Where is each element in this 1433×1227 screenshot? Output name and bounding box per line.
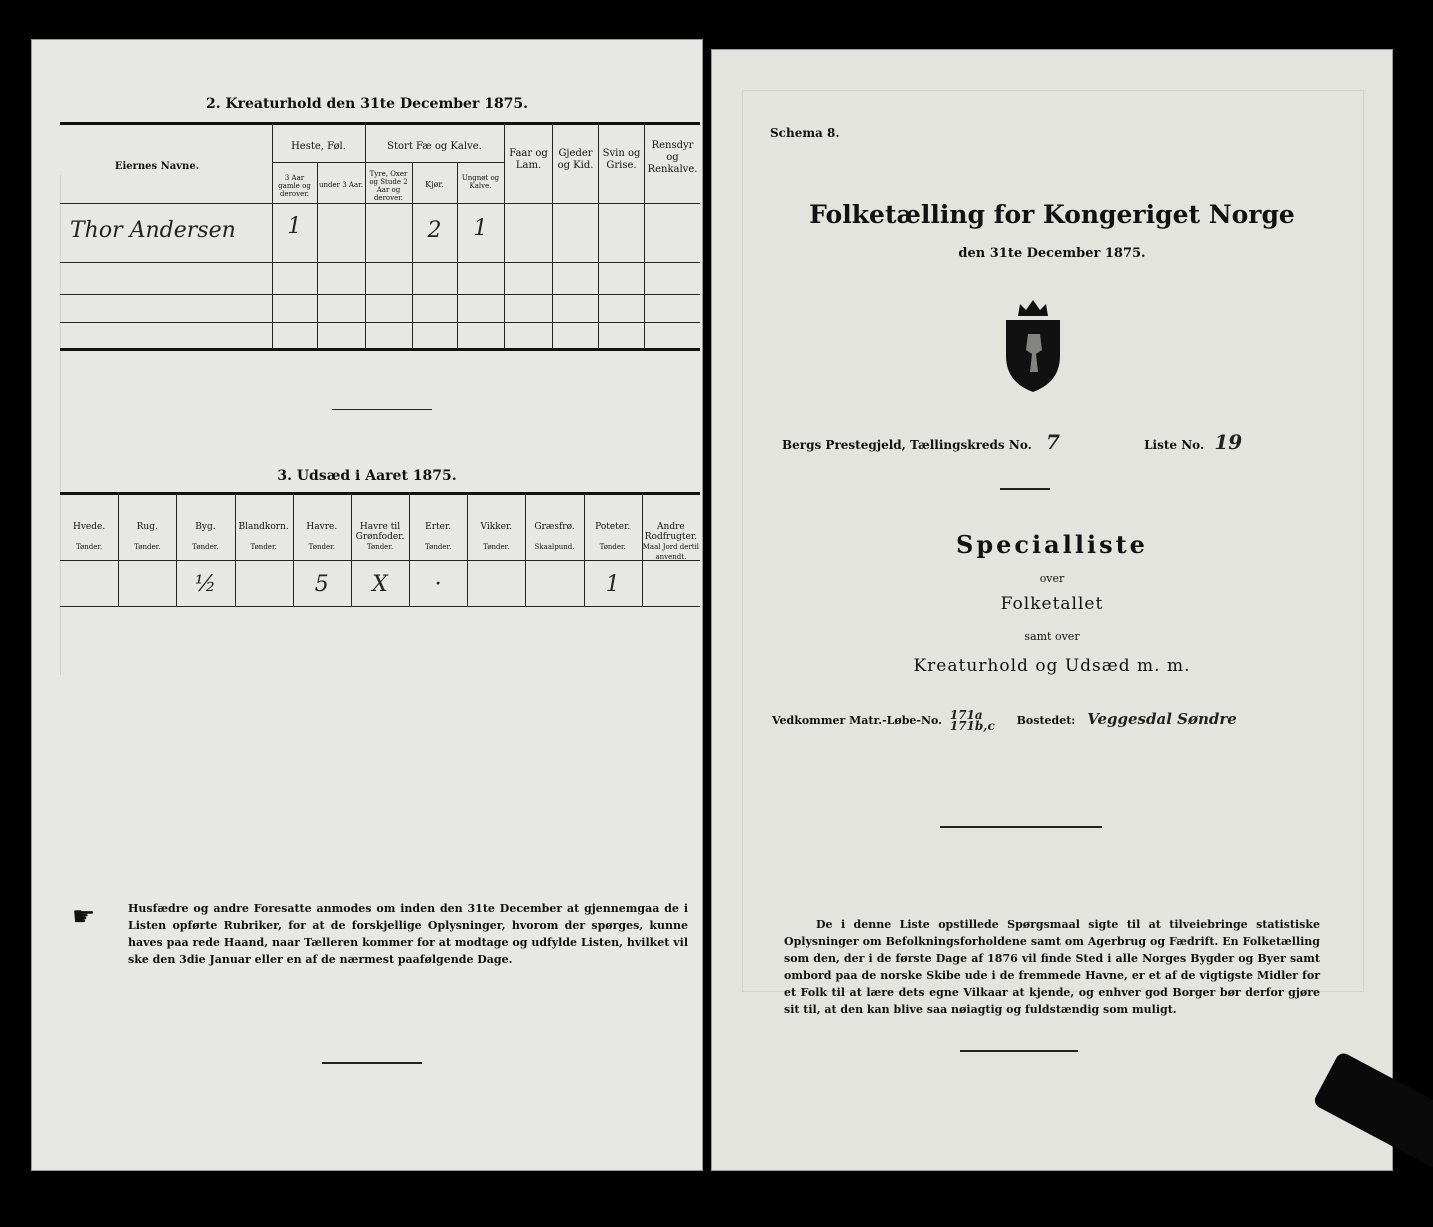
matr-line xyxy=(772,710,1237,732)
matr-value-1: 171a xyxy=(949,708,983,722)
divider xyxy=(322,1062,422,1064)
divider xyxy=(940,826,1102,828)
rule xyxy=(60,203,700,204)
udsaed-value: 5 xyxy=(314,572,329,597)
udsaed-col-header: Hvede. xyxy=(72,522,106,532)
udsaed-col-header: Andre Rodfrugter. xyxy=(644,522,698,542)
udsaed-col-header: Blandkorn. xyxy=(238,522,289,532)
right-notice: De i denne Liste opstillede Spørgsmaal sigte til at tilveiebringe statistiske Oplysninger om Befolkningsforholdene samt om Agerbrug og Fædrift. En Folketælling som den, der i de første Dage af 1876 vil finde Sted i alle Norges Bygder og Byer samt ombord paa de norske Skibe ude i de fremmede Havne, er et af de vigtigste Midler for et Folk til at lære dets egne Vilkaar at kjende, og enhver god Borger bør derfor gjøre sit til, at den kan blive saa nøiagtig og fuldstændig som muligt. xyxy=(784,918,1320,1016)
divider xyxy=(960,1050,1078,1052)
rule xyxy=(60,322,700,323)
gjeder-header: Gjeder og Kid. xyxy=(557,148,594,171)
udsaed-col-unit: Tønder. xyxy=(483,543,510,551)
heste-sub-2: under 3 Aar. xyxy=(319,181,363,189)
heste-sub-1: 3 Aar gamle og derover. xyxy=(278,174,311,198)
samt-over-text: samt over xyxy=(1024,630,1080,643)
left-page xyxy=(32,40,702,1170)
bleed-margin xyxy=(32,175,61,675)
owner-name: Thor Andersen xyxy=(70,218,236,243)
udsaed-col-unit: Tønder. xyxy=(308,543,335,551)
right-page xyxy=(712,50,1392,1170)
district-line xyxy=(782,430,1242,454)
liste-label: Liste No. xyxy=(1144,438,1205,452)
matr-values xyxy=(950,710,995,732)
udsaed-col-header: Poteter. xyxy=(595,522,631,532)
rule xyxy=(60,560,700,561)
ungnot-value: 1 xyxy=(473,216,488,241)
rule xyxy=(272,162,504,163)
udsaed-col-unit: Skaalpund. xyxy=(534,543,575,551)
col-sep xyxy=(365,122,366,348)
rule xyxy=(60,606,700,607)
rule xyxy=(60,348,700,351)
section3-title: 3. Udsæd i Aaret 1875. xyxy=(277,468,457,484)
storfe-sub-3: Ungnøt og Kalve. xyxy=(461,174,500,190)
udsaed-value: X xyxy=(372,572,388,597)
udsaed-col-header: Rug. xyxy=(136,522,158,532)
udsaed-value: · xyxy=(434,572,442,597)
storfe-sub-2: Kjør. xyxy=(425,180,444,189)
udsaed-col-header: Havre. xyxy=(306,522,338,532)
specialliste-heading: Specialliste xyxy=(956,530,1148,559)
district-prefix: Bergs Prestegjeld, Tællingskreds No. xyxy=(782,438,1032,452)
main-title: Folketælling for Kongeriget Norge xyxy=(809,200,1295,229)
storfe-header: Stort Fæ og Kalve. xyxy=(387,141,482,152)
folketallet-heading: Folketallet xyxy=(1000,594,1104,614)
faar-header: Faar og Lam. xyxy=(509,148,548,171)
rule xyxy=(60,122,700,125)
udsaed-value: 1 xyxy=(605,572,620,597)
udsaed-col-unit: Tønder. xyxy=(366,543,394,551)
udsaed-col-unit: Tønder. xyxy=(425,543,452,551)
udsaed-col-header: Havre til Grønfoder. xyxy=(355,522,405,542)
pointing-hand-icon: ☛ xyxy=(72,902,96,932)
udsaed-col-header: Byg. xyxy=(195,522,216,532)
divider xyxy=(332,409,432,410)
owner-header: Eiernes Navne. xyxy=(114,161,200,172)
coat-of-arms-icon xyxy=(998,294,1068,394)
udsaed-col-unit: Tønder. xyxy=(250,543,277,551)
udsaed-col-unit: Tønder. xyxy=(134,543,161,551)
liste-number: 19 xyxy=(1214,430,1243,454)
udsaed-col-header: Græsfrø. xyxy=(534,522,575,532)
kjor-value: 2 xyxy=(427,218,442,243)
rensdyr-header: Rensdyr og Renkalve. xyxy=(647,140,698,175)
matr-label: Vedkommer Matr.-Løbe-No. xyxy=(772,714,942,727)
udsaed-value: ½ xyxy=(194,572,217,597)
svin-header: Svin og Grise. xyxy=(602,148,641,171)
kreaturhold-heading: Kreaturhold og Udsæd m. m. xyxy=(913,656,1191,676)
udsaed-col-unit: Tønder. xyxy=(192,543,219,551)
census-date: den 31te December 1875. xyxy=(958,246,1146,261)
section2-title: 2. Kreaturhold den 31te December 1875. xyxy=(205,96,529,112)
district-number: 7 xyxy=(1045,430,1060,454)
rule xyxy=(60,294,700,295)
over-text: over xyxy=(1039,572,1065,585)
bostedet-label: Bostedet: xyxy=(1016,714,1076,727)
rule xyxy=(60,492,700,495)
heste-value: 1 xyxy=(287,214,302,239)
udsaed-col-unit: Maal Jord dertil anvendt. xyxy=(642,543,700,561)
rule xyxy=(60,262,700,263)
left-notice: Husfædre og andre Foresatte anmodes om inden den 31te December at gjennemgaa de i Listen opførte Rubriker, for at de forskjellige Oplysninger, hvorom der spørges, kunne haves paa rede Haand, naar Tælleren kommer for at modtage og udfylde Listen, hvilket vil ske den 3die Januar eller en af de nærmest paafølgende Dage. xyxy=(128,902,688,966)
divider xyxy=(1000,488,1050,490)
matr-value-2: 171b,c xyxy=(949,719,995,733)
udsaed-col-header: Erter. xyxy=(425,522,452,532)
udsaed-col-unit: Tønder. xyxy=(75,543,103,551)
udsaed-col-unit: Tønder. xyxy=(599,543,626,551)
bostedet-value: Veggesdal Søndre xyxy=(1087,710,1237,728)
heste-header: Heste, Føl. xyxy=(291,141,346,152)
storfe-sub-1: Tyre, Oxer og Stude 2 Aar og derover. xyxy=(369,170,408,202)
schema-label: Schema 8. xyxy=(770,126,840,140)
udsaed-col-header: Vikker. xyxy=(480,522,513,532)
col-sep xyxy=(504,122,505,348)
